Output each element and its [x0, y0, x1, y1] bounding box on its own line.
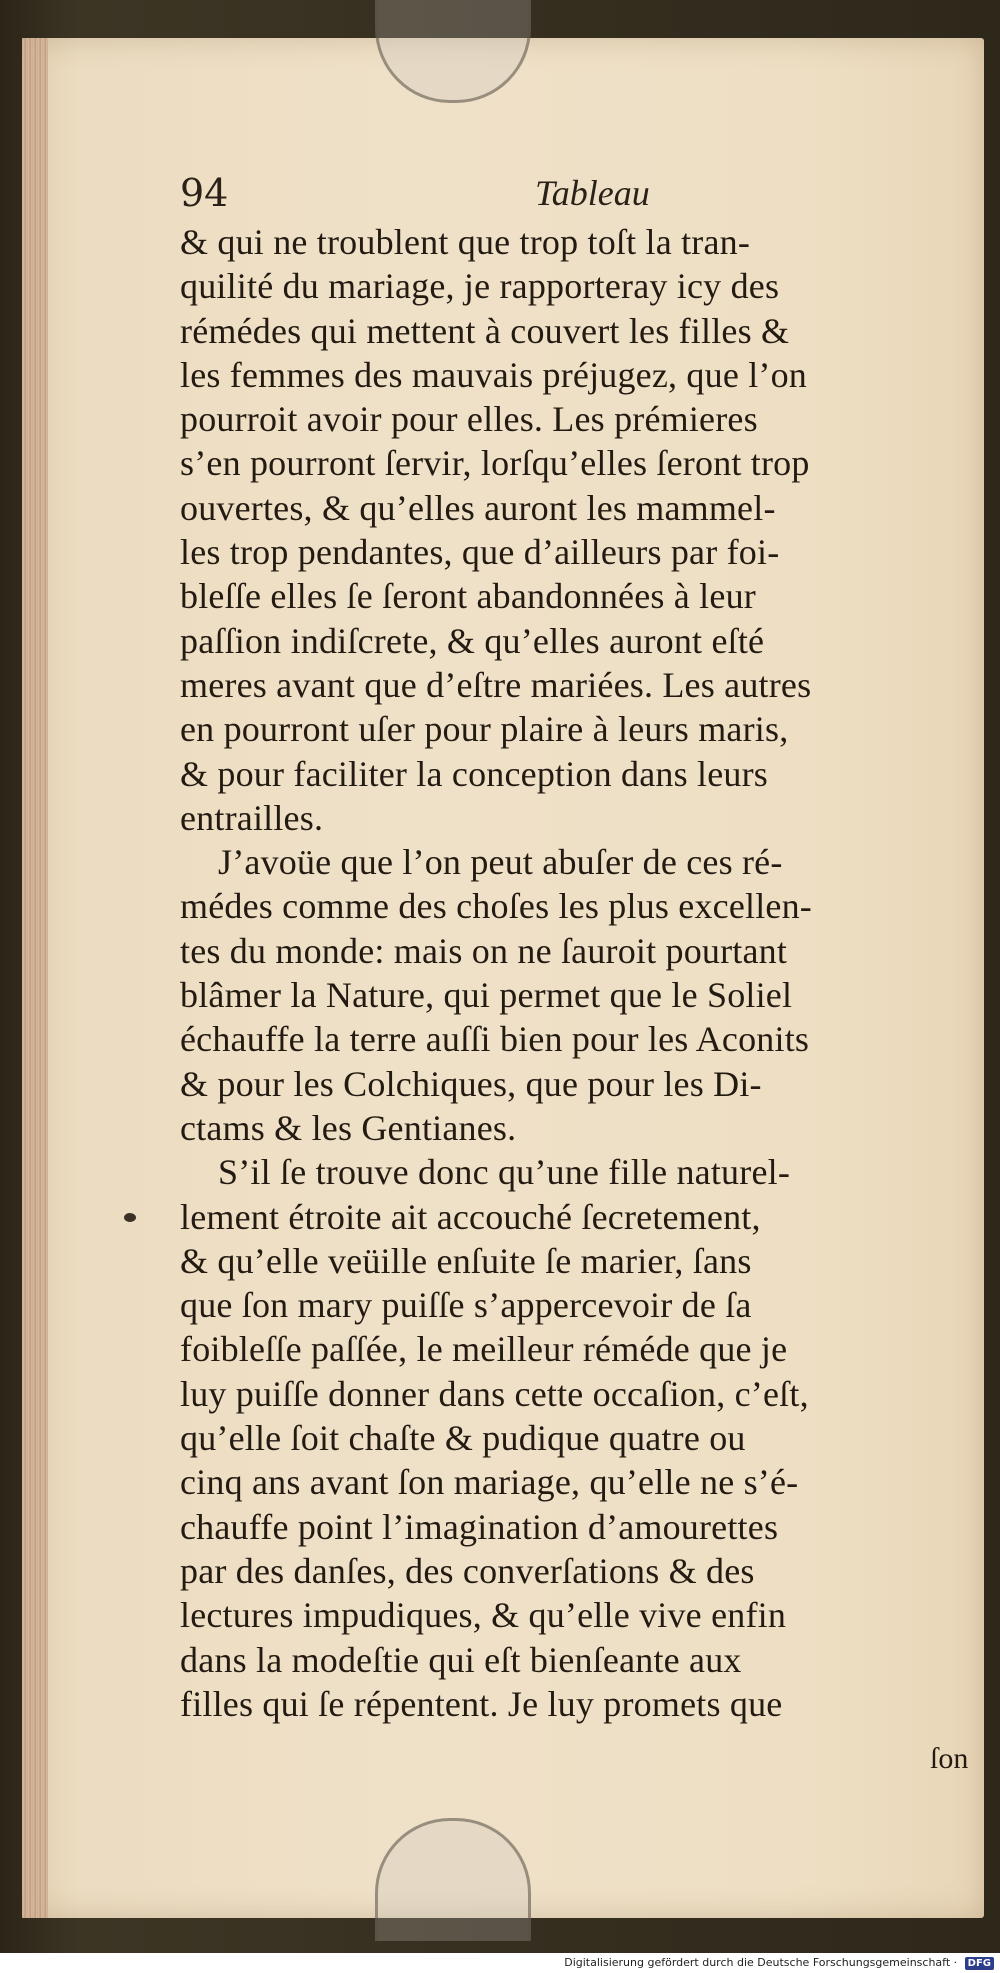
text-line: dans la modeſtie qui eſt bienſeante aux: [180, 1639, 742, 1680]
text-line: échauffe la terre auſſi bien pour les Aconits: [180, 1019, 810, 1060]
text-line: luy puiſſe donner dans cette occaſion, c’eſt,: [180, 1373, 809, 1414]
text-line: rémédes qui mettent à couvert les filles &: [180, 310, 790, 351]
text-line: cinq ans avant ſon mariage, qu’elle ne s’é-: [180, 1462, 799, 1503]
text-line: s’en pourront ſervir, lorſqu’elles ſeront trop: [180, 443, 810, 484]
text-line: meres avant que d’eſtre mariées. Les autres: [180, 664, 812, 705]
body-text: [180, 220, 980, 1726]
text-line: lectures impudiques, & qu’elle vive enfin: [180, 1595, 787, 1636]
text-line: chauffe point l’imagination d’amourettes: [180, 1506, 779, 1547]
text-line: bleſſe elles ſe ſeront abandonnées à leur: [180, 576, 756, 617]
digitization-credit: [564, 1956, 994, 1970]
catchword: ſon: [930, 1742, 969, 1775]
text-line: quilité du mariage, je rapporteray icy des: [180, 266, 780, 307]
text-line: ouvertes, & qu’elles auront les mammel-: [180, 487, 776, 528]
text-line: filles qui ſe répentent. Je luy promets que: [180, 1683, 783, 1724]
text-line: pourroit avoir pour elles. Les prémieres: [180, 399, 758, 440]
running-title: Tableau: [535, 173, 650, 213]
paragraph-start-line: S’il ſe trouve donc qu’une fille naturel-: [218, 1152, 791, 1193]
page-edges: [22, 38, 48, 1918]
ink-blot: [124, 1213, 136, 1222]
text-line: qu’elle ſoit chaſte & pudique quatre ou: [180, 1418, 746, 1459]
text-line: blâmer la Nature, qui permet que le Soliel: [180, 975, 793, 1016]
text-line: lement étroite ait accouché ſecretement,: [180, 1196, 761, 1237]
text-line: par des danſes, des converſations & des: [180, 1550, 755, 1591]
text-line: foibleſſe paſſée, le meilleur réméde que je: [180, 1329, 788, 1370]
text-line: les trop pendantes, que d’ailleurs par foi-: [180, 532, 780, 573]
page-number: 94: [180, 171, 229, 215]
dfg-logo[interactable]: DFG: [965, 1957, 994, 1970]
text-line: médes comme des choſes les plus excellen-: [180, 886, 812, 927]
text-line: ctams & les Gentianes.: [180, 1107, 517, 1148]
text-line: & qu’elle veüille enſuite ſe marier, ſans: [180, 1240, 752, 1281]
credit-text: Digitalisierung gefördert durch die Deutsche Forschungsgemeinschaft ·: [564, 1956, 958, 1969]
text-line: les femmes des mauvais préjugez, que l’on: [180, 354, 808, 395]
text-line: en pourront uſer pour plaire à leurs maris,: [180, 709, 789, 750]
text-line: entrailles.: [180, 797, 324, 838]
text-line: que ſon mary puiſſe s’appercevoir de ſa: [180, 1285, 752, 1326]
text-line: & pour les Colchiques, que pour les Di-: [180, 1063, 762, 1104]
text-line: tes du monde: mais on ne ſauroit pourtant: [180, 930, 788, 971]
text-line: & pour faciliter la conception dans leurs: [180, 753, 768, 794]
page-header: [180, 168, 740, 228]
text-line: & qui ne troublent que trop toſt la tran-: [180, 222, 751, 262]
paragraph-start-line: J’avoüe que l’on peut abuſer de ces ré-: [218, 842, 783, 883]
text-line: paſſion indiſcrete, & qu’elles auront eſté: [180, 620, 765, 661]
